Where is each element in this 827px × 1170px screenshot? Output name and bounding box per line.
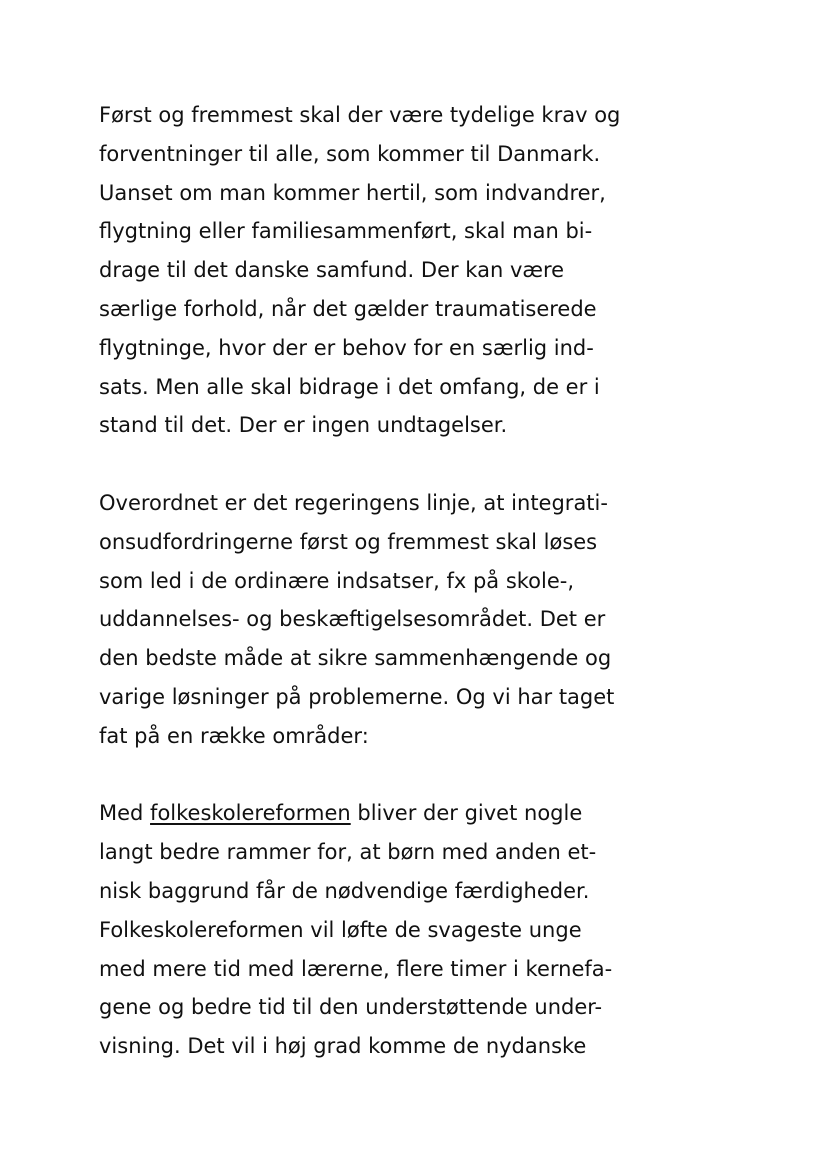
document-page (99, 96, 699, 1066)
text-line: langt bedre rammer for, at børn med anden et- (99, 840, 597, 865)
text-line: flygtninge, hvor der er behov for en særlig ind- (99, 335, 594, 360)
paragraph-1 (99, 96, 699, 445)
text-line: Først og fremmest skal der være tydelige krav og (99, 103, 621, 127)
text-line: drage til det danske samfund. Der kan være (99, 258, 565, 283)
text-line: flygtning eller familiesammenført, skal man bi- (99, 219, 593, 244)
text-line: med mere tid med lærerne, flere timer i kernefa- (99, 956, 613, 981)
text-line: Uanset om man kommer hertil, som indvandrer, (99, 180, 606, 205)
text-line: stand til det. Der er ingen undtagelser. (99, 413, 508, 438)
text-line: fat på en række områder: (99, 723, 369, 748)
text-line: nisk baggrund får de nødvendige færdigheder. (99, 878, 590, 903)
text-line: onsudfordringerne først og fremmest skal løses (99, 529, 598, 554)
text-line: uddannelses- og beskæftigelsesområdet. Det er (99, 607, 606, 632)
text-line: den bedste måde at sikre sammenhængende og (99, 646, 612, 671)
paragraph-spacer (99, 445, 699, 484)
text-suffix: bliver der givet nogle (350, 801, 583, 826)
text-line: som led i de ordinære indsatser, fx på skole-, (99, 568, 575, 593)
paragraph-spacer (99, 756, 699, 795)
text-line: gene og bedre tid til den understøttende under- (99, 995, 603, 1020)
text-line: særlige forhold, når det gælder traumatiserede (99, 296, 597, 321)
text-line: sats. Men alle skal bidrage i det omfang, de er i (99, 374, 600, 399)
text-line: varige løsninger på problemerne. Og vi har taget (99, 684, 615, 709)
paragraph-2 (99, 484, 699, 756)
text-line: Folkeskolereformen vil løfte de svageste unge (99, 917, 582, 942)
paragraph-3 (99, 794, 699, 1066)
text-line-with-link (99, 794, 699, 833)
folkeskolereformen-link[interactable]: folkeskolereformen (150, 801, 351, 826)
text-prefix: Med (99, 801, 151, 826)
text-line: visning. Det vil i høj grad komme de nydanske (99, 1034, 587, 1059)
text-line: Overordnet er det regeringens linje, at integrati- (99, 490, 608, 515)
text-line: forventninger til alle, som kommer til Danmark. (99, 141, 601, 166)
